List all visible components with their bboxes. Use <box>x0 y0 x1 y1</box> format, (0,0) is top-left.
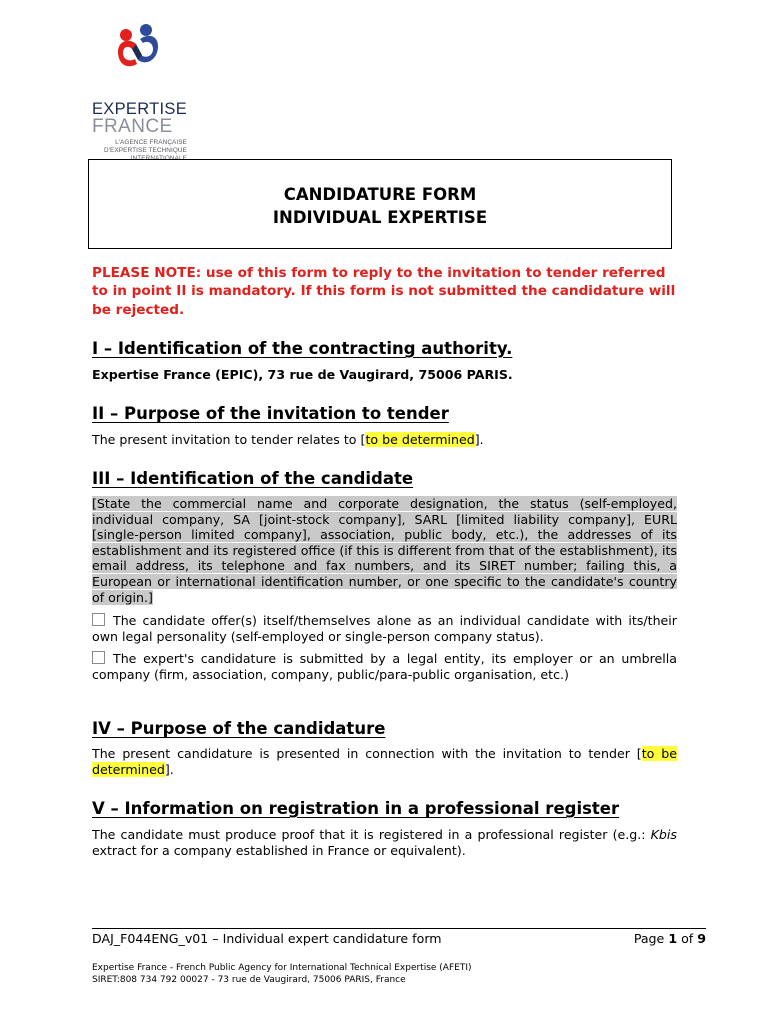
footer-divider <box>92 928 706 929</box>
footer-address-line2: SIRET:808 734 792 00027 - 73 rue de Vaugirard, 75006 PARIS, France <box>92 975 406 985</box>
footer-address-line1: Expertise France - French Public Agency for International Technical Expertise (AFETI) <box>92 963 472 973</box>
option2-checkbox[interactable] <box>92 651 105 664</box>
section5-prefix: The candidate must produce proof that it is registered in a professional register (e.g.: <box>92 827 651 842</box>
section2-heading: II – Purpose of the invitation to tender <box>92 404 449 423</box>
page-total: 9 <box>697 931 706 946</box>
logo-tagline-1: L'AGENCE FRANÇAISE <box>115 139 187 146</box>
logo-brand-line2: FRANCE <box>92 116 173 137</box>
option1-checkbox[interactable] <box>92 613 105 626</box>
form-title-box <box>88 159 672 249</box>
page-of: of <box>677 931 698 946</box>
section4-prefix: The present candidature is presented in connection with the invitation to tender [ <box>92 746 642 761</box>
section2-suffix: ]. <box>474 432 484 447</box>
section1-body: Expertise France (EPIC), 73 rue de Vaugirard, 75006 PARIS. <box>92 367 513 382</box>
form-title-line1: CANDIDATURE FORM <box>283 185 477 204</box>
option2-label: The expert's candidature is submitted by a legal entity, its employer or an umbrella company (firm, association, company, public/para-public organisation, etc.) <box>92 651 677 682</box>
section4-highlight: to be determined <box>92 746 677 777</box>
footer-page-number <box>634 931 706 946</box>
form-title-line2: INDIVIDUAL EXPERTISE <box>272 208 488 227</box>
expertise-france-logo <box>90 22 200 163</box>
section5-suffix: extract for a company established in France or equivalent). <box>92 843 466 858</box>
logo-tagline-3: INTERNATIONALE <box>130 155 187 163</box>
section3-option2 <box>92 651 677 683</box>
section3-option1 <box>92 613 677 645</box>
section5-body <box>92 827 677 859</box>
logo-figures-icon <box>112 22 164 76</box>
section2-prefix: The present invitation to tender relates to [ <box>92 432 366 447</box>
section5-heading: V – Information on registration in a professional register <box>92 799 620 818</box>
logo-brand-line1: EXPERTISE <box>92 100 188 118</box>
section5-italic: Kbis <box>650 827 677 842</box>
section3-heading: III – Identification of the candidate <box>92 469 414 488</box>
logo-tagline-2: D'EXPERTISE TECHNIQUE <box>104 147 187 155</box>
section4-suffix: ]. <box>164 762 174 777</box>
section4-body <box>92 746 677 778</box>
mandatory-note: PLEASE NOTE: use of this form to reply to the invitation to tender referred to in point II is mandatory. If this form is not submitted the candidature will be rejected. <box>92 265 676 318</box>
section2-body <box>92 432 677 448</box>
section3-instructions-text: [State the commercial name and corporate designation, the status (self-employed, individual company, SA [joint-stock company], SARL [limited liability company], EURL [single-person limited company], association, public body, etc.), the addresses of its establishment and its registered office (if this is different from that of the establishment), its email address, its telephone and fax numbers, and its SIRET number; failing this, a European or international identification number, or one specific to the candidate's country of origin.] <box>92 496 677 605</box>
section2-highlight: to be determined <box>365 432 475 447</box>
section3-instructions <box>92 496 677 605</box>
section1-heading: I – Identification of the contracting authority. <box>92 339 513 358</box>
page-label: Page <box>633 931 669 946</box>
section4-heading: IV – Purpose of the candidature <box>92 719 386 738</box>
option1-label: The candidate offer(s) itself/themselves alone as an individual candidate with its/their own legal personality (self-employed or single-person company status). <box>92 613 677 644</box>
footer-address <box>92 962 472 986</box>
footer-doc-ref: DAJ_F044ENG_v01 – Individual expert candidature form <box>92 931 442 946</box>
page-current: 1 <box>668 931 678 946</box>
